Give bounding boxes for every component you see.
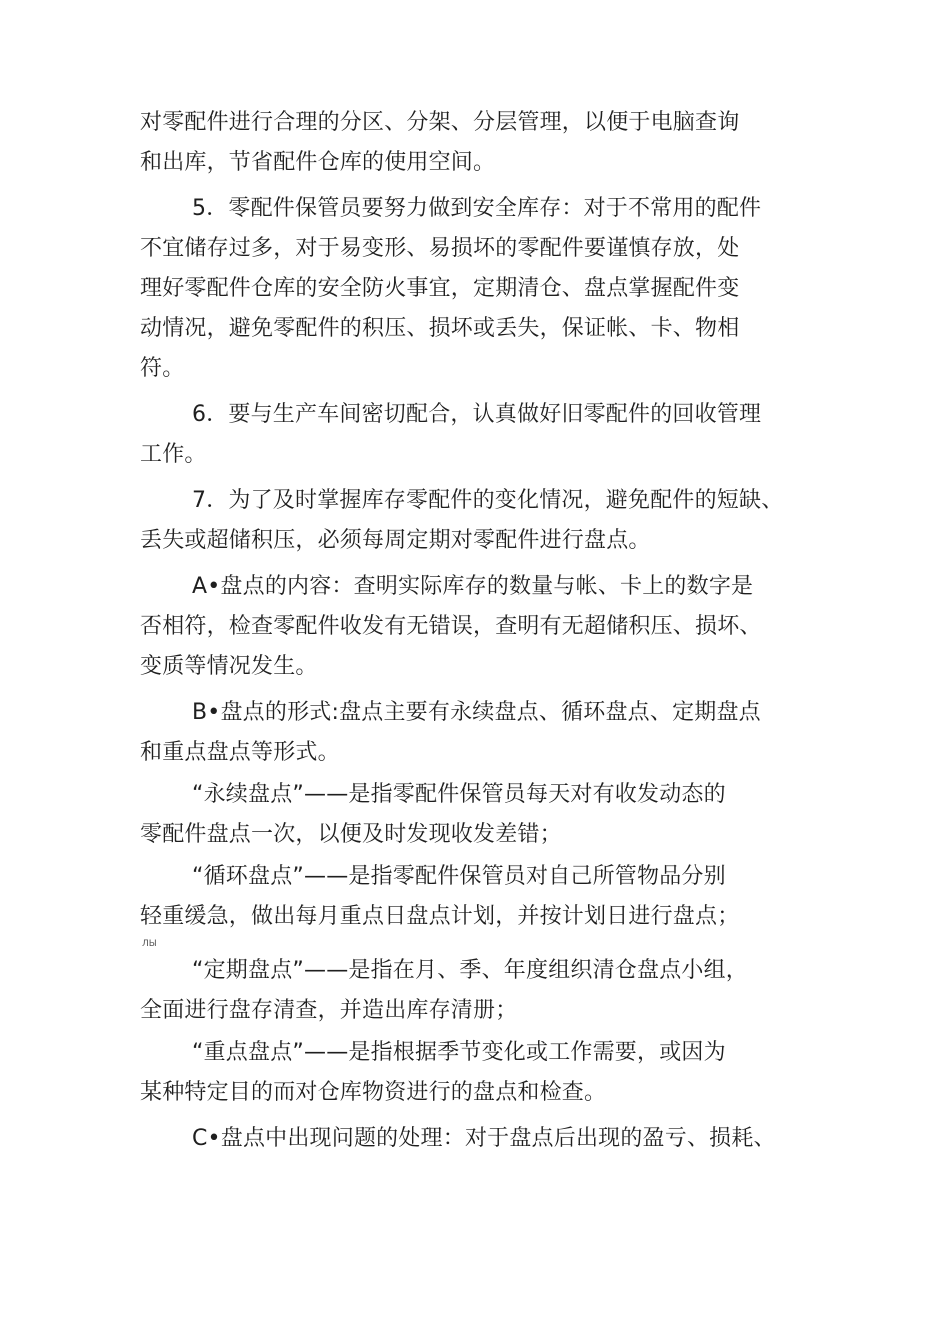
text-line: 7．为了及时掌握库存零配件的变化情况，避免配件的短缺、 xyxy=(192,488,784,513)
text-line: 某种特定目的而对仓库物资进行的盘点和检查。 xyxy=(140,1080,607,1105)
text-line: 不宜储存过多，对于易变形、易损坏的零配件要谨慎存放，处 xyxy=(140,236,740,261)
text-line: 否相符，检查零配件收发有无错误，查明有无超储积压、损坏、 xyxy=(140,614,762,639)
text-line: “永续盘点”——是指零配件保管员每天对有收发动态的 xyxy=(192,782,726,807)
text-line: 6．要与生产车间密切配合，认真做好旧零配件的回收管理 xyxy=(192,402,762,427)
paragraph-item-5 xyxy=(140,189,840,389)
text-line: 和出库，节省配件仓库的使用空间。 xyxy=(140,150,496,175)
text-line: B•盘点的形式:盘点主要有永续盘点、循环盘点、定期盘点 xyxy=(192,700,761,725)
paragraph-cycle-inventory xyxy=(140,857,840,937)
text-line: “循环盘点”——是指零配件保管员对自己所管物品分别 xyxy=(192,864,726,889)
text-line: 和重点盘点等形式。 xyxy=(140,740,340,765)
text-line: 符。 xyxy=(140,356,185,381)
paragraph-section-a xyxy=(140,567,840,687)
paragraph-item-6 xyxy=(140,395,840,475)
scan-artifact-text: ЛЫ xyxy=(142,939,157,949)
paragraph-section-c xyxy=(140,1119,840,1159)
text-line: “定期盘点”——是指在月、季、年度组织清仓盘点小组， xyxy=(192,958,748,983)
paragraph-intro xyxy=(140,103,840,183)
text-line: C•盘点中出现问题的处理：对于盘点后出现的盈亏、损耗、 xyxy=(192,1126,776,1151)
paragraph-section-b xyxy=(140,693,840,773)
text-line: 对零配件进行合理的分区、分架、分层管理，以便于电脑查询 xyxy=(140,110,740,135)
paragraph-perpetual-inventory xyxy=(140,775,840,855)
paragraph-periodic-inventory xyxy=(140,951,840,1031)
text-line: 理好零配件仓库的安全防火事宜，定期清仓、盘点掌握配件变 xyxy=(140,276,740,301)
text-line: 零配件盘点一次，以便及时发现收发差错； xyxy=(140,822,562,847)
text-line: 变质等情况发生。 xyxy=(140,654,318,679)
text-line: 丢失或超储积压，必须每周定期对零配件进行盘点。 xyxy=(140,528,651,553)
text-line: 全面进行盘存清查，并造出库存清册； xyxy=(140,998,518,1023)
text-line: “重点盘点”——是指根据季节变化或工作需要，或因为 xyxy=(192,1040,726,1065)
text-line: 工作。 xyxy=(140,442,207,467)
document-body xyxy=(140,103,840,1159)
paragraph-item-7 xyxy=(140,481,840,561)
text-line: 动情况，避免零配件的积压、损坏或丢失，保证帐、卡、物相 xyxy=(140,316,740,341)
paragraph-key-inventory xyxy=(140,1033,840,1113)
text-line: A•盘点的内容：查明实际库存的数量与帐、卡上的数字是 xyxy=(192,574,754,599)
text-line: 5．零配件保管员要努力做到安全库存：对于不常用的配件 xyxy=(192,196,762,221)
text-line: 轻重缓急，做出每月重点日盘点计划，并按计划日进行盘点； xyxy=(140,904,740,929)
